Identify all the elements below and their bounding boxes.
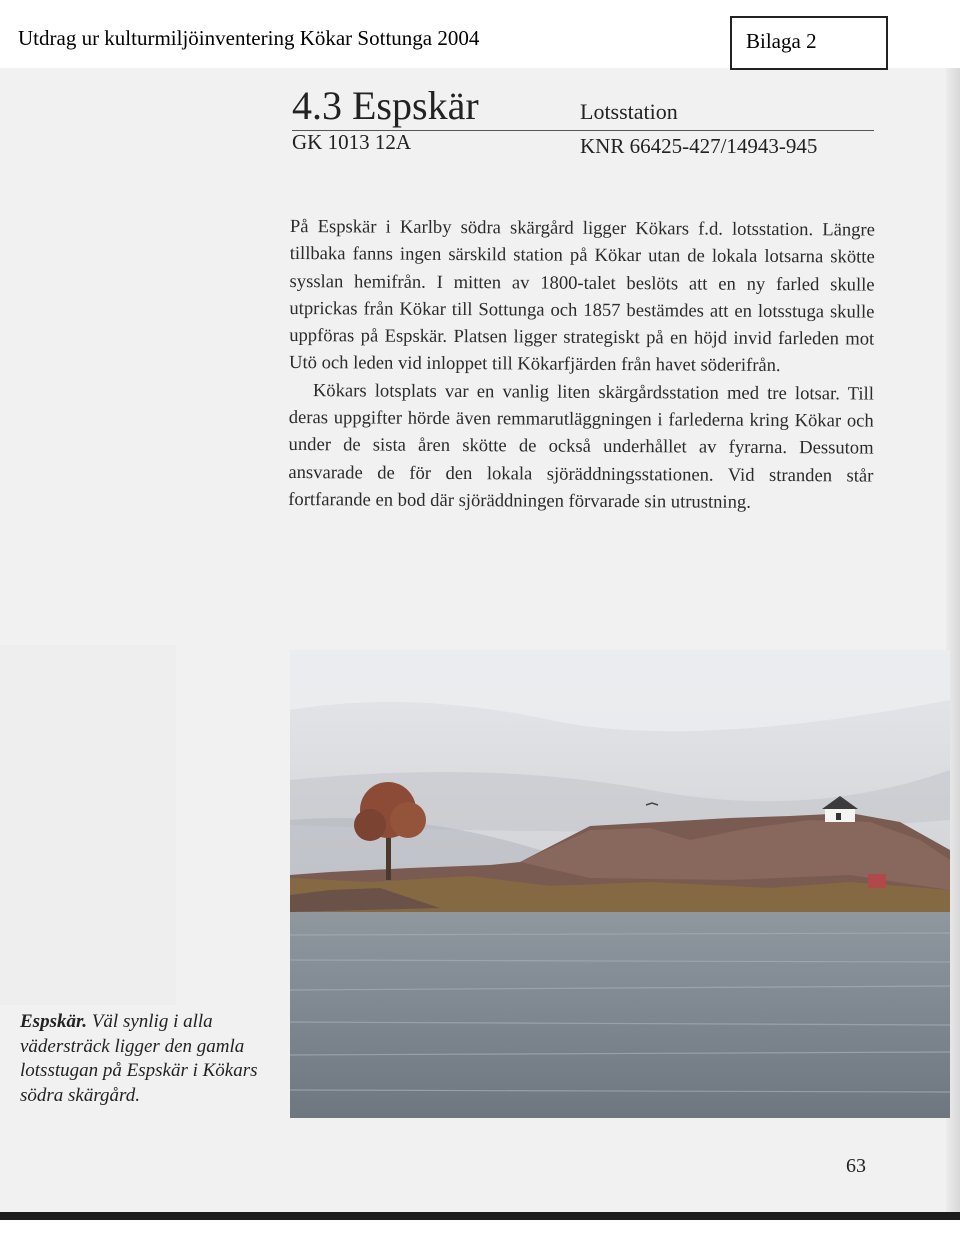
map-reference: GK 1013 12A bbox=[292, 130, 411, 154]
section-category: Lotsstation bbox=[580, 99, 678, 124]
scan-edge-bottom bbox=[0, 1212, 960, 1220]
scan-margin bbox=[0, 1220, 960, 1233]
cabin-door bbox=[836, 813, 841, 820]
figure-caption bbox=[20, 1010, 290, 1108]
caption-text: Väl synlig i alla vädersträck ligger den gamla lotsstugan på Espskär i Kökars södra skärgård. bbox=[20, 1011, 258, 1106]
section-heading: 4.3 Espskär bbox=[292, 83, 479, 128]
boathouse bbox=[868, 874, 886, 888]
landscape-photo bbox=[290, 650, 950, 1118]
paragraph: Kökars lotsplats var en vanlig liten skärgårdsstation med tre lotsar. Till deras uppgifter hörde även remmarutläggningen i farlederna kring Kökar och under de sista åren skötte de också underhållet av fyrarna. Dessutom ansvarade de för den lokala sjöräddningsstationen. Vid stranden står fortfarande en bod där sjöräddningen förvarade sin utrustning. bbox=[288, 379, 874, 513]
photo-espskar bbox=[290, 650, 950, 1118]
appendix-label: Bilaga 2 bbox=[746, 29, 817, 53]
caption-title: Espskär. bbox=[20, 1011, 88, 1032]
header-title: Utdrag ur kulturmiljöinventering Kökar Sottunga 2004 bbox=[18, 26, 480, 50]
sea bbox=[290, 912, 950, 1118]
document-header bbox=[0, 0, 960, 68]
body-text bbox=[288, 213, 875, 517]
appendix-box bbox=[730, 16, 888, 70]
knr-reference: KNR 66425-427/14943-945 bbox=[580, 134, 818, 158]
paragraph: På Espskär i Karlby södra skärgård ligger Kökars f.d. lotsstation. Längre tillbaka fanns ingen särskild station på Kökar utan de lokala lotsarna skötte sysslan hemifrån. I mitten av 1800-talet beslöts att en ny farled skulle utprickas från Kökar till Sottunga och 1857 bestämdes att en lotsstuga skulle uppföras på Espskär. Platsen ligger strategiskt på en höjd invid farleden mot Utö och leden vid inloppet till Kökarfjärden från havet söderifrån. bbox=[289, 215, 875, 377]
bleed-through-panel bbox=[0, 645, 176, 1005]
page-number: 63 bbox=[846, 1155, 866, 1177]
